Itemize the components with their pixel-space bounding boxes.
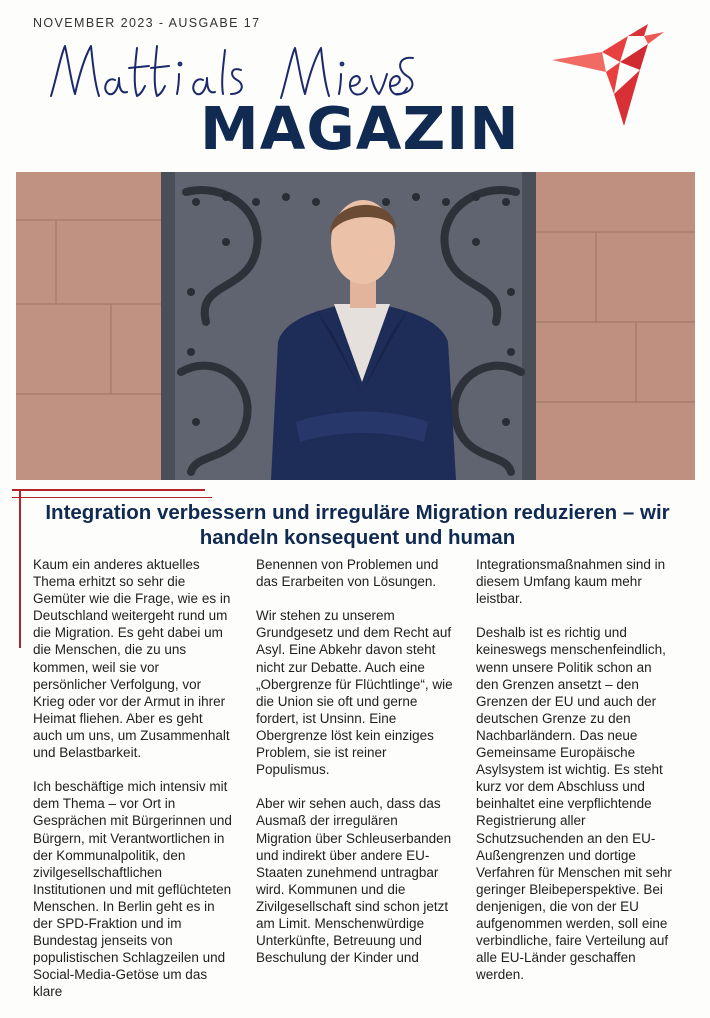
article-column-3 xyxy=(476,556,676,1000)
accent-line-top xyxy=(12,489,205,491)
paragraph: Benennen von Problemen und das Erarbeiten von Lösungen. xyxy=(256,557,439,590)
magazine-title: MAGAZIN xyxy=(200,94,520,163)
article-column-1 xyxy=(33,556,233,1018)
issue-date: NOVEMBER 2023 - AUSGABE 17 xyxy=(33,16,261,30)
paragraph: Wir stehen zu unserem Grundgesetz und dem Recht auf Asyl. Eine Abkehr davon steht nicht zur Debatte. Auch eine „Obergrenze für Flüchtlinge“, wie die Union sie oft und gerne fordert, ist Unsinn. Eine Obergrenze löst kein einziges Problem, sie ist reiner Populismus. xyxy=(256,608,453,778)
origami-bird-icon xyxy=(548,22,668,132)
portrait-photo-icon xyxy=(16,172,695,480)
paragraph: Integrationsmaßnahmen sind in diesem Umfang kaum mehr leistbar. xyxy=(476,557,666,607)
accent-line-vertical xyxy=(19,489,21,648)
paragraph: Kaum ein anderes aktuelles Thema erhitzt so sehr die Gemüter wie die Frage, wie es in Deutschland weitergeht rund um die Migration. Es geht dabei um die Menschen, die zu uns kommen, weil sie vor persönlicher Verfolgung, vor Krieg oder vor der Armut in ihrer Heimat fliehen. Aber es geht auch um uns, um Zusammenhalt und Belastbarkeit. xyxy=(33,557,231,761)
article-headline: Integration verbessern und irreguläre Migration reduzieren – wir handeln konsequent und human xyxy=(45,501,670,549)
paragraph: Ich beschäftige mich intensiv mit dem Thema – vor Ort in Gesprächen mit Bürgerinnen und Bürgern, mit Verantwortlichen in der Kommunalpolitik, den zivilgesellschaftlichen Institutionen und mit geflüchteten Menschen. In Berlin geht es in der SPD-Fraktion und im Bundestag jenseits von populistischen Schlagzeilen und Social-Media-Getöse um das klare xyxy=(33,779,232,1000)
article-column-2 xyxy=(256,556,456,983)
accent-line-bottom xyxy=(12,497,212,498)
hero-photo xyxy=(16,172,695,480)
paragraph: Aber wir sehen auch, dass das Ausmaß der irregulären Migration über Schleuserbanden und indirekt über andere EU-Staaten zunehmend untragbar wird. Kommunen und die Zivilgesellschaft sind schon jetzt am Limit. Menschenwürdige Unterkünfte, Betreuung und Beschulung der Kinder und xyxy=(256,796,452,966)
paragraph: Deshalb ist es richtig und keineswegs menschenfeindlich, wenn unsere Politik schon an den Grenzen ansetzt – den Grenzen der EU und auch der deutschen Grenze zu den Nachbarländern. Das neue Gemeinsame Europäische Asylsystem ist wichtig. Es steht kurz vor dem Abschluss und beinhaltet eine verpflichtende Registrierung aller Schutzsuchenden an den EU-Außengrenzen und dortige Verfahren für Menschen mit sehr geringer Bleibeperspektive. Bei denjenigen, die von der EU aufgenommen werden, soll eine verbindliche, faire Verteilung auf alle EU-Länder geschaffen werden. xyxy=(476,625,672,983)
